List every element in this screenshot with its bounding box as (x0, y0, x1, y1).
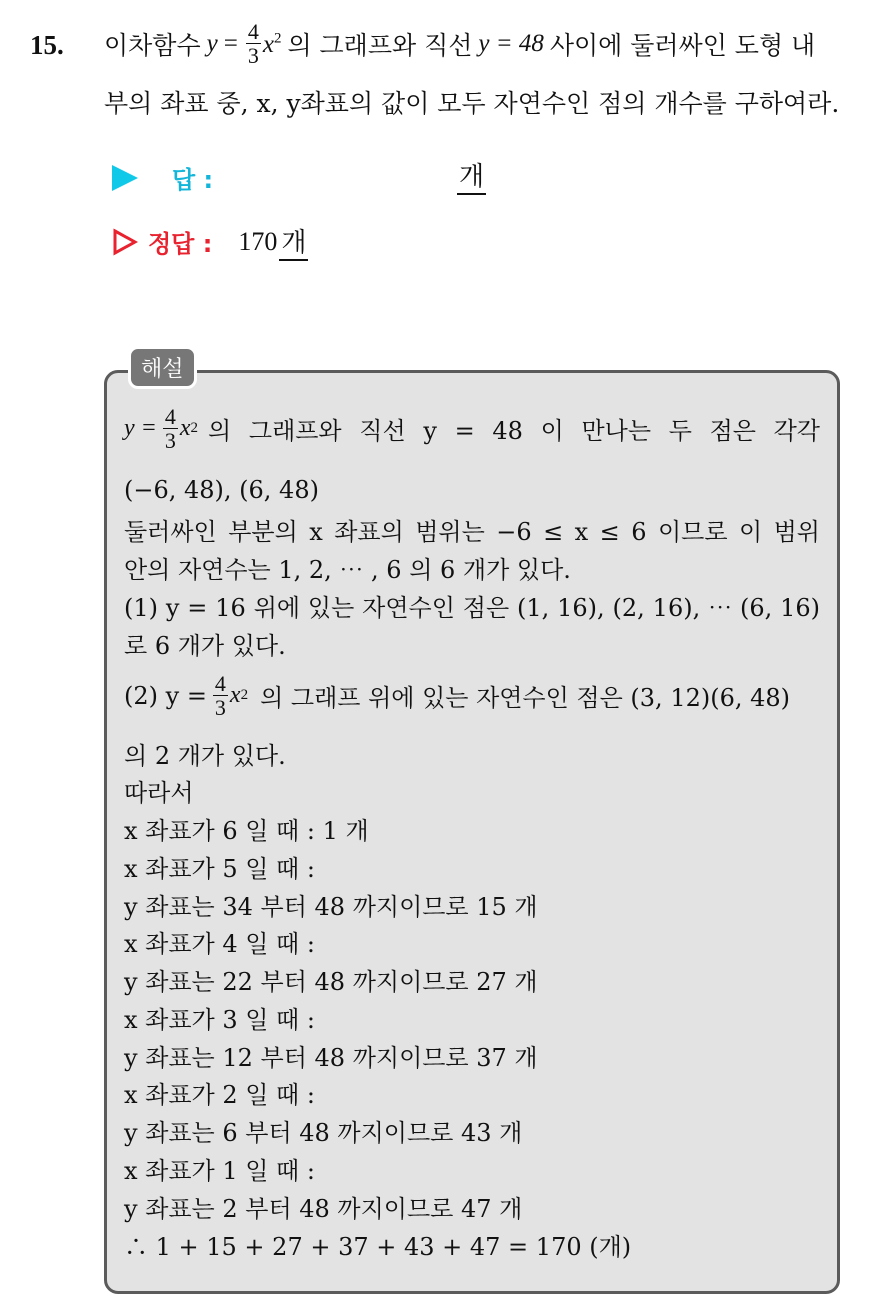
eq-equals: = (223, 29, 238, 57)
question-text-a: 이차함수 (104, 30, 201, 60)
correct-answer-value: 170 (238, 226, 278, 256)
answer-unit[interactable]: 개 (457, 156, 486, 195)
eq-y: y (206, 29, 218, 57)
step-line: y 좌표는 34 부터 48 까지이므로 15 개 (124, 893, 538, 921)
sol-fraction-2-denominator: 3 (214, 695, 226, 721)
step-line: y 좌표는 12 부터 48 까지이므로 37 개 (124, 1044, 538, 1072)
correct-answer-label: 정답 : (148, 230, 213, 258)
sol-eq-exponent: 2 (190, 420, 199, 437)
step-line: x 좌표가 3 일 때 : (124, 1006, 315, 1034)
sol-line-7-a: (2) y = (124, 681, 207, 710)
solution-line-1 (124, 405, 820, 452)
conclusion-line: ∴ 1 + 15 + 27 + 37 + 43 + 47 = 170 (개) (124, 1233, 632, 1261)
answer-label: 답 : (172, 166, 214, 194)
sol-line-7-x: x (229, 682, 241, 709)
sol-eq-x: x (179, 415, 191, 442)
sol-line-1-text: 의 그래프와 직선 y = 48 이 만나는 두 점은 각각 (208, 417, 820, 446)
sol-fraction-2 (213, 672, 228, 719)
step-line: x 좌표가 6 일 때 : 1 개 (124, 817, 369, 845)
solution-line-3: 둘러싸인 부분의 x 좌표의 범위는 −6 ≤ x ≤ 6 이므로 이 범위 (124, 518, 820, 546)
sol-eq-y: y = (124, 415, 157, 442)
correct-answer-row (112, 222, 308, 261)
filled-triangle-icon (112, 165, 138, 191)
step-line: y 좌표는 6 부터 48 까지이므로 43 개 (124, 1119, 523, 1147)
fraction-numerator: 4 (247, 19, 259, 44)
fraction-denominator: 3 (247, 43, 259, 69)
line-equation: y = 48 (478, 29, 544, 57)
solution-line-7 (124, 672, 790, 719)
question-text-b: 의 그래프와 직선 (287, 30, 473, 60)
question-line-1 (104, 20, 815, 67)
solution-line-8: 의 2 개가 있다. (124, 742, 286, 770)
step-line: x 좌표가 5 일 때 : (124, 855, 315, 883)
solution-line-4: 안의 자연수는 1, 2, ⋯ , 6 의 6 개가 있다. (124, 556, 571, 584)
step-line: x 좌표가 1 일 때 : (124, 1157, 315, 1185)
outline-triangle-icon (112, 228, 138, 256)
solution-line-9: 따라서 (124, 779, 194, 807)
solution-line-2: (−6, 48), (6, 48) (124, 476, 319, 504)
solution-tag: 해설 (128, 346, 197, 389)
answer-row (112, 160, 485, 195)
step-line: y 좌표는 2 부터 48 까지이므로 47 개 (124, 1195, 523, 1223)
step-line: x 좌표가 4 일 때 : (124, 930, 315, 958)
solution-line-6: 로 6 개가 있다. (124, 632, 286, 660)
sol-fraction-numerator: 4 (164, 404, 176, 429)
eq-x: x (262, 30, 274, 58)
eq-exponent: 2 (273, 30, 282, 47)
question-line-2: 부의 좌표 중, x, y좌표의 값이 모두 자연수인 점의 개수를 구하여라. (104, 89, 840, 118)
sol-fraction-denominator: 3 (164, 428, 176, 454)
sol-fraction-1 (163, 405, 178, 452)
correct-answer-unit: 개 (279, 222, 308, 261)
solution-line-5: (1) y = 16 위에 있는 자연수인 점은 (1, 16), (2, 16), ⋯ (6, 16) (124, 594, 820, 622)
fraction (246, 20, 261, 67)
question-text-c: 사이에 둘러싸인 도형 내 (549, 30, 816, 60)
step-line: y 좌표는 22 부터 48 까지이므로 27 개 (124, 968, 538, 996)
step-line: x 좌표가 2 일 때 : (124, 1081, 315, 1109)
sol-line-7-c: 의 그래프 위에 있는 자연수인 점은 (3, 12)(6, 48) (260, 684, 791, 713)
question-number: 15. (30, 30, 64, 60)
sol-line-7-exponent: 2 (240, 687, 249, 704)
sol-fraction-2-numerator: 4 (214, 671, 226, 696)
